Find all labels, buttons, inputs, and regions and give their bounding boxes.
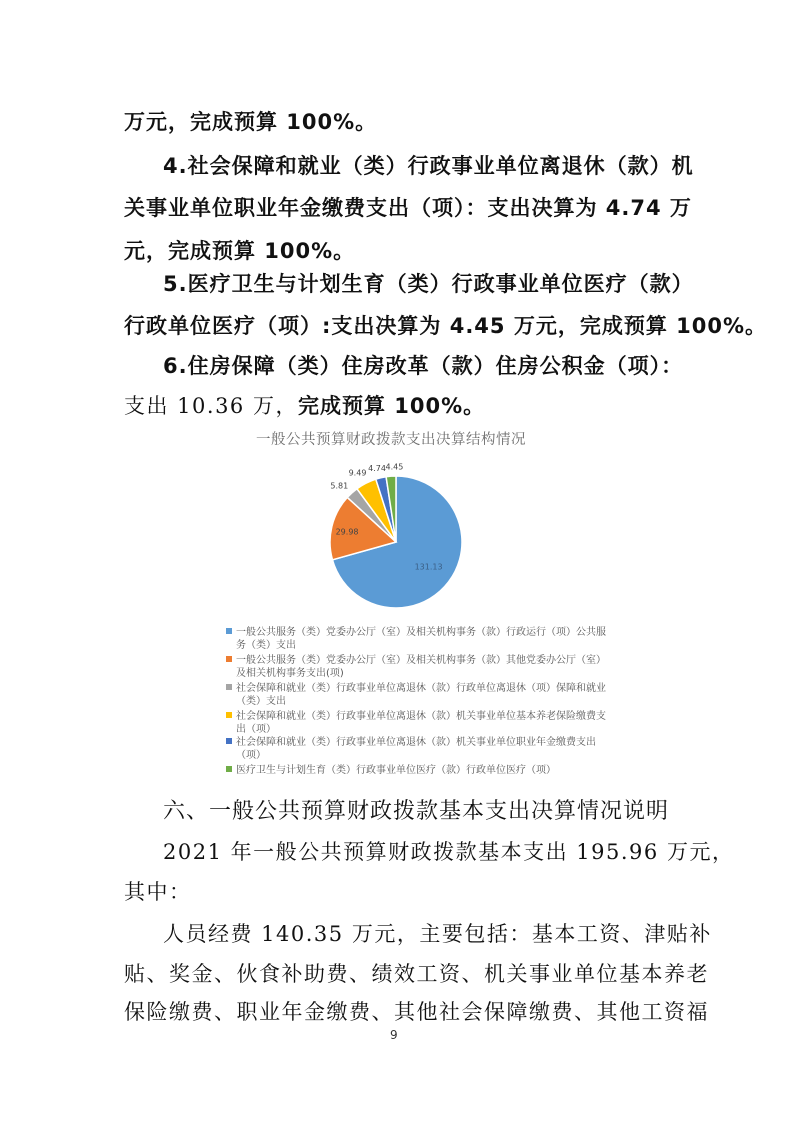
text-line: 行政单位医疗（项）:支出决算为 4.45 万元，完成预算 100%。 — [124, 314, 768, 338]
page-number: 9 — [390, 1028, 398, 1042]
section-heading: 六、一般公共预算财政拨款基本支出决算情况说明 — [163, 799, 670, 824]
text-line: 人员经费 140.35 万元，主要包括：基本工资、津贴补 — [163, 922, 712, 946]
pie-data-label: 29.98 — [335, 527, 359, 537]
text-line: 元，完成预算 100%。 — [124, 239, 356, 263]
text-line: 贴、奖金、伙食补助费、绩效工资、机关事业单位基本养老 — [124, 962, 709, 986]
pie-data-label: 9.49 — [348, 468, 367, 478]
text-line: 万元，完成预算 100%。 — [124, 110, 378, 134]
text-line: 4.社会保障和就业（类）行政事业单位离退休（款）机 — [163, 154, 694, 178]
legend-label: 社会保障和就业（类）行政事业单位离退休（款）机关事业单位职业年金缴费支出（项） — [236, 737, 596, 761]
legend-swatch — [226, 656, 232, 662]
pie-data-label: 5.81 — [330, 481, 349, 491]
legend-label: 一般公共服务（类）党委办公厅（室）及相关机构事务（款）行政运行（项）公共服务（类）支出 — [236, 627, 606, 651]
chart-title: 一般公共预算财政拨款支出决算结构情况 — [256, 432, 526, 448]
legend-item — [226, 626, 606, 652]
legend-label: 社会保障和就业（类）行政事业单位离退休（款）机关事业单位基本养老保险缴费支出（项） — [236, 711, 606, 735]
text-span-bold: 完成预算 100%。 — [297, 394, 486, 418]
legend-item — [226, 764, 606, 777]
legend-item — [226, 736, 606, 762]
text-line: 2021 年一般公共预算财政拨款基本支出 195.96 万元， — [163, 840, 735, 864]
text-line: 5.医疗卫生与计划生育（类）行政事业单位医疗（款） — [163, 272, 694, 296]
pie-chart — [300, 460, 500, 620]
pie-data-label: 131.13 — [414, 562, 443, 572]
legend-label: 医疗卫生与计划生育（类）行政事业单位医疗（款）行政单位医疗（项） — [236, 765, 556, 776]
legend-label: 一般公共服务（类）党委办公厅（室）及相关机构事务（款）其他党委办公厅（室）及相关机构事务支出(项) — [236, 655, 606, 679]
text-line: 关事业单位职业年金缴费支出（项）：支出决算为 4.74 万 — [124, 196, 692, 220]
legend-swatch — [226, 684, 232, 690]
pie-data-label: 4.45 — [385, 462, 404, 472]
legend-swatch — [226, 738, 232, 744]
text-line: 6.住房保障（类）住房改革（款）住房公积金（项）： — [163, 354, 684, 378]
pie-data-label: 4.74 — [368, 464, 386, 474]
legend-item — [226, 710, 606, 736]
text-span: 支出 10.36 万， — [124, 394, 298, 418]
legend-label: 社会保障和就业（类）行政事业单位离退休（款）行政单位离退休（项）保障和就业（类）支出 — [236, 683, 606, 707]
text-line — [124, 390, 485, 420]
text-line: 其中： — [124, 880, 192, 904]
legend-item — [226, 682, 606, 708]
legend-swatch — [226, 628, 232, 634]
legend-item — [226, 654, 606, 680]
text-line: 保险缴费、职业年金缴费、其他社会保障缴费、其他工资福 — [124, 1000, 709, 1024]
legend-swatch — [226, 766, 232, 772]
legend-swatch — [226, 712, 232, 718]
